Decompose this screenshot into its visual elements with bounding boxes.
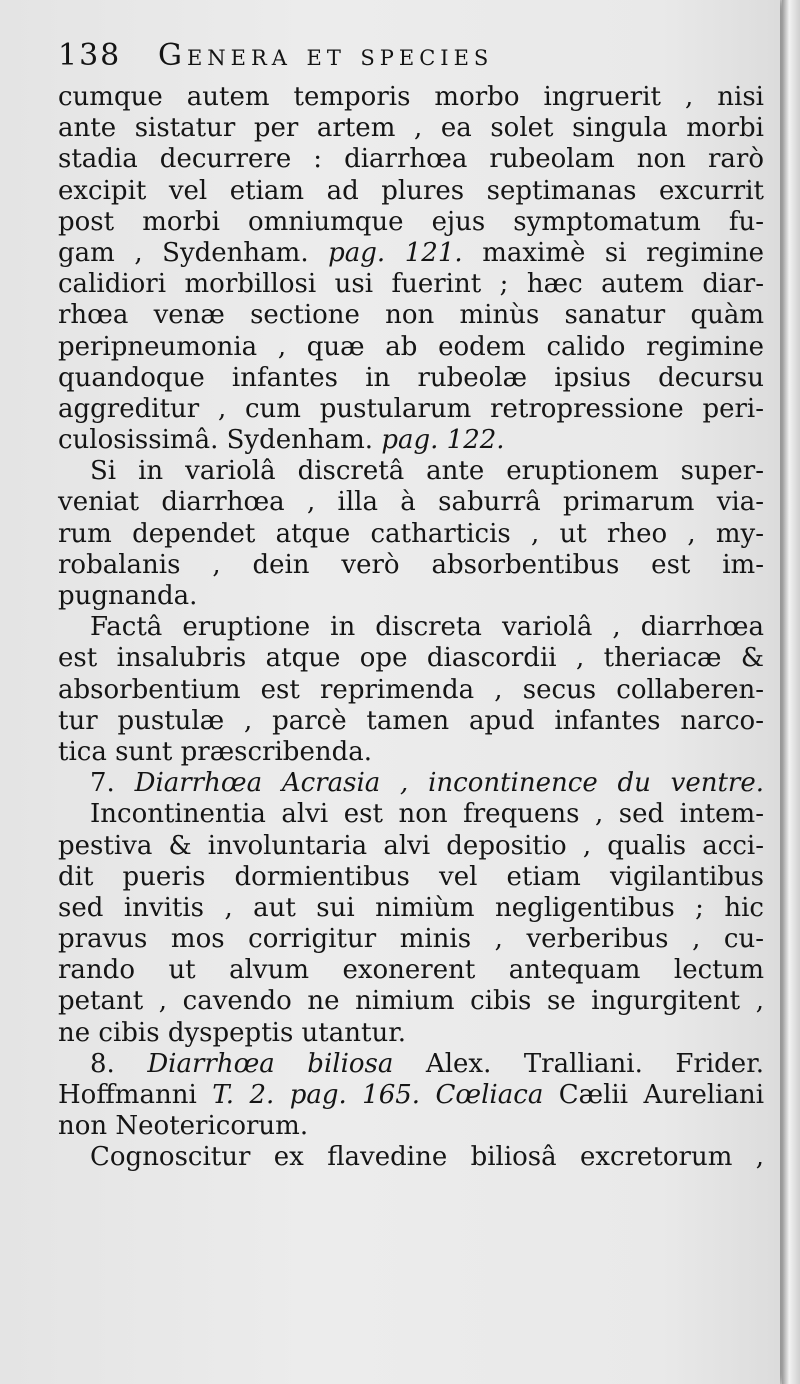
text-line: Hoffmanni T. 2. pag. 165. Cœliaca Cælii Aureliani	[58, 1080, 765, 1110]
text-line: ne cibis dyspeptis utantur.	[58, 1017, 407, 1048]
text-line: rum dependet atque catharticis , ut rheo , my-	[58, 518, 764, 549]
text-line: robalanis , dein verò absorbentibus est im-	[58, 549, 764, 580]
text-line: gam , Sydenham. pag. 121. maximè si regimine	[58, 237, 764, 268]
text-line: veniat diarrhœa , illa à saburrâ primarum via-	[58, 487, 764, 518]
text-line: excipit vel etiam ad plures septimanas excurrit	[58, 175, 764, 206]
running-title: Genera et species	[158, 38, 494, 73]
text-line: Cognoscitur ex flavedine biliosâ excretorum ,	[90, 1142, 764, 1173]
text-line: cumque autem temporis morbo ingruerit , nisi	[58, 82, 764, 112]
text-line: pestiva & involuntaria alvi depositio , qualis acci-	[58, 830, 764, 861]
text-line: stadia decurrere : diarrhœa rubeolam non rarò	[58, 144, 764, 175]
text-line: non Neotericorum.	[58, 1111, 309, 1142]
text-line: culosissimâ. Sydenham. pag. 122.	[58, 425, 505, 456]
text-line: rhœa venæ sectione non minùs sanatur quàm	[58, 300, 764, 331]
text-line: sed invitis , aut sui nimiùm negligentibus ; hic	[58, 892, 764, 923]
text-line: tur pustulæ , parcè tamen apud infantes narco-	[58, 705, 764, 736]
text-line: petant , cavendo ne nimium cibis se ingurgitent ,	[58, 986, 764, 1017]
text-line: 7. Diarrhœa Acrasia , incontinence du ventre.	[90, 768, 764, 799]
text-line: dit pueris dormientibus vel etiam vigilantibus	[58, 861, 764, 892]
text-line: Factâ eruptione in discreta variolâ , diarrhœa	[90, 612, 764, 643]
page-edge	[782, 0, 800, 1384]
running-header	[58, 38, 758, 86]
text-line: aggreditur , cum pustularum retropressione peri-	[58, 393, 764, 424]
text-line: Si in variolâ discretâ ante eruptionem super-	[90, 456, 764, 487]
text-line: ante sistatur per artem , ea solet singula morbi	[58, 113, 764, 144]
text-line: tica sunt præscribenda.	[58, 736, 372, 767]
text-line: pugnanda.	[58, 581, 198, 611]
text-line: 8. Diarrhœa biliosa Alex. Tralliani. Frider.	[90, 1048, 765, 1079]
text-line: est insalubris atque ope diascordii , theriacæ &	[58, 643, 764, 674]
text-line: post morbi omniumque ejus symptomatum fu-	[58, 206, 764, 237]
body-text	[58, 82, 764, 1174]
text-line: rando ut alvum exonerent antequam lectum	[58, 955, 764, 986]
text-line: absorbentium est reprimenda , secus collaberen-	[58, 674, 764, 705]
page-number: 138	[58, 38, 122, 73]
text-line: quandoque infantes in rubeolæ ipsius decursu	[58, 362, 764, 393]
text-line: pravus mos corrigitur minis , verberibus , cu-	[58, 924, 764, 955]
text-line: calidiori morbillosi usi fuerint ; hæc autem diar-	[58, 269, 764, 300]
text-line: Incontinentia alvi est non frequens , sed intem-	[90, 799, 764, 830]
text-line: peripneumonia , quæ ab eodem calido regimine	[58, 331, 764, 362]
